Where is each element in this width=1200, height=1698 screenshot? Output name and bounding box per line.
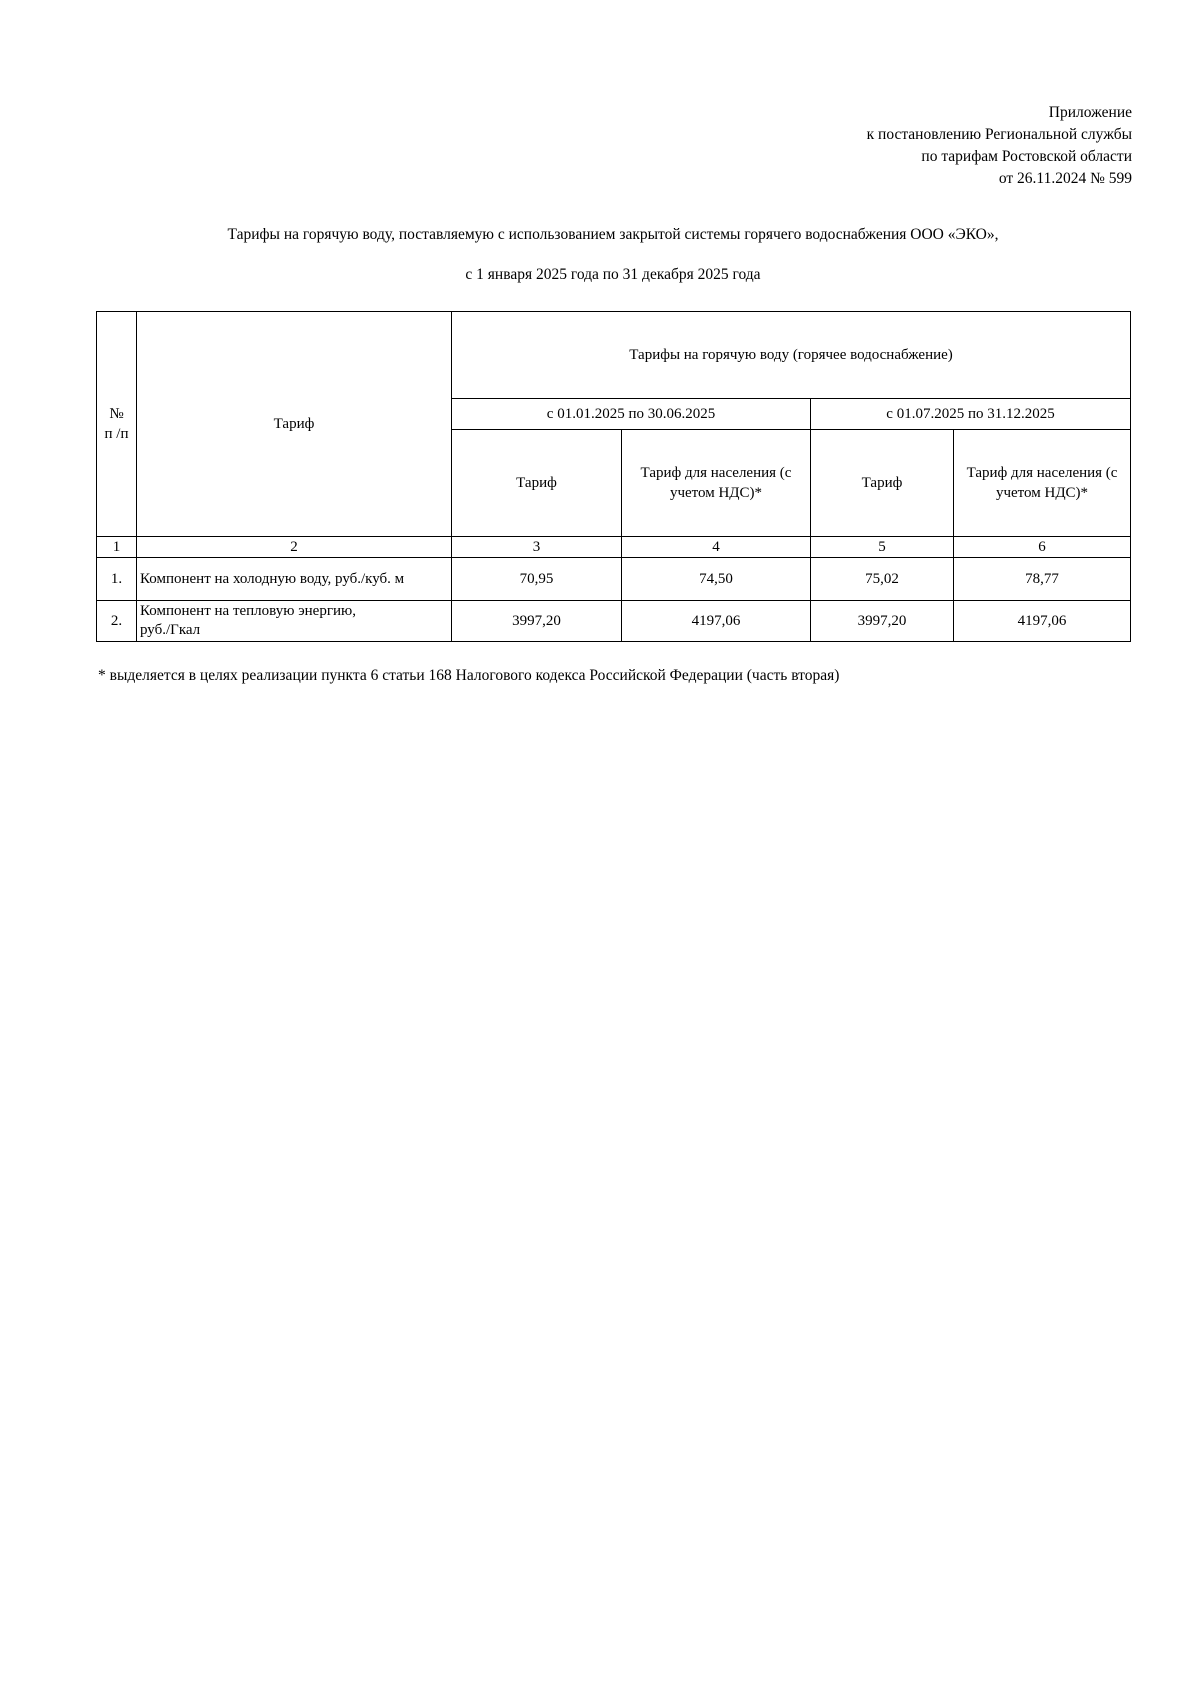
document-period: с 1 января 2025 года по 31 декабря 2025 года	[465, 266, 761, 283]
table-row	[97, 601, 1131, 642]
column-number: 3	[452, 537, 622, 558]
row-name	[137, 601, 452, 642]
appendix-line: к постановлению Региональной службы	[866, 126, 1132, 143]
row-value: 3997,20	[811, 601, 954, 642]
row-name	[137, 558, 452, 601]
appendix-block	[632, 102, 1132, 190]
column-number: 1	[97, 537, 137, 558]
column-number: 4	[622, 537, 811, 558]
header-period-2: с 01.07.2025 по 31.12.2025	[811, 399, 1131, 430]
row-name-line: Компонент на холодную воду, руб./куб. м	[140, 571, 405, 587]
row-name-line: руб./Гкал	[140, 622, 201, 638]
header-number-line: №	[109, 406, 124, 422]
header-sub-population: Тариф для населения (с учетом НДС)*	[954, 430, 1131, 537]
row-value: 4197,06	[954, 601, 1131, 642]
header-number-line: п /п	[104, 426, 129, 442]
row-value: 4197,06	[622, 601, 811, 642]
header-sub-population: Тариф для населения (с учетом НДС)*	[622, 430, 811, 537]
appendix-line: Приложение	[1048, 104, 1132, 121]
column-number: 2	[137, 537, 452, 558]
tariff-table	[96, 311, 1131, 642]
table-row	[97, 558, 1131, 601]
row-name-line: Компонент на тепловую энергию,	[140, 603, 356, 619]
row-number: 2.	[97, 601, 137, 642]
header-sub-tariff: Тариф	[811, 430, 954, 537]
header-group: Тарифы на горячую воду (горячее водоснабжение)	[452, 312, 1131, 399]
footnote: * выделяется в целях реализации пункта 6 статьи 168 Налогового кодекса Российской Федерации (часть вторая)	[98, 667, 840, 684]
row-value: 78,77	[954, 558, 1131, 601]
appendix-line: по тарифам Ростовской области	[921, 148, 1132, 165]
header-number	[97, 312, 137, 537]
row-value: 3997,20	[452, 601, 622, 642]
header-sub-tariff: Тариф	[452, 430, 622, 537]
header-period-1: с 01.01.2025 по 30.06.2025	[452, 399, 811, 430]
appendix-line: от 26.11.2024 № 599	[998, 170, 1132, 187]
row-number: 1.	[97, 558, 137, 601]
row-value: 74,50	[622, 558, 811, 601]
column-number: 6	[954, 537, 1131, 558]
header-tariff: Тариф	[137, 312, 452, 537]
row-value: 70,95	[452, 558, 622, 601]
column-number: 5	[811, 537, 954, 558]
document-title: Тарифы на горячую воду, поставляемую с использованием закрытой системы горячего водоснабжения ООО «ЭКО»,	[227, 226, 999, 243]
row-value: 75,02	[811, 558, 954, 601]
